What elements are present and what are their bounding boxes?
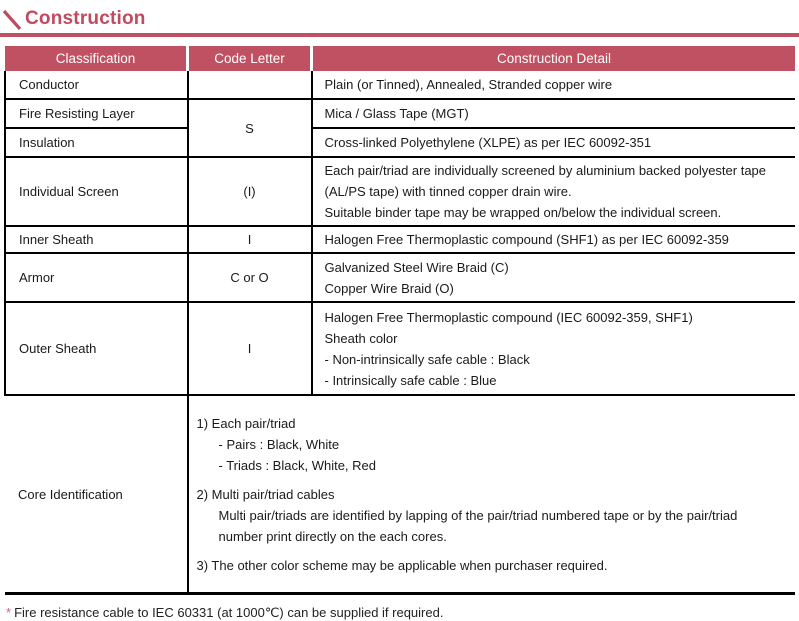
- table-row-conductor: [5, 71, 795, 99]
- code-letter-cell: [188, 71, 312, 99]
- header-code-letter: Code Letter: [188, 46, 312, 71]
- core-identification-detail-cell: [188, 395, 796, 594]
- table-row-individual-screen: [5, 157, 795, 226]
- construction-table: [4, 46, 795, 595]
- detail-line: Halogen Free Thermoplastic compound (SHF1) as per IEC 60092-359: [324, 232, 729, 247]
- header-classification: Classification: [5, 46, 188, 71]
- detail-line: Galvanized Steel Wire Braid (C): [324, 259, 509, 275]
- classification-cell: Core Identification: [5, 395, 188, 594]
- classification-cell: Inner Sheath: [5, 226, 188, 253]
- core-id-group-1: [197, 413, 786, 476]
- classification-cell: Outer Sheath: [5, 302, 188, 395]
- table-row-armor: [5, 253, 795, 302]
- core-id-item: 2) Multi pair/triad cables: [196, 486, 335, 502]
- core-id-group-3: [197, 555, 786, 576]
- footnote-text: Fire resistance cable to IEC 60331 (at 1000℃) can be supplied if required.: [14, 605, 444, 620]
- detail-cell: [312, 302, 796, 395]
- detail-cell: [312, 128, 796, 157]
- section-title-bar: [0, 0, 799, 30]
- classification-cell: Fire Resisting Layer: [5, 99, 188, 128]
- core-id-item: 1) Each pair/triad: [196, 415, 296, 431]
- core-id-item: 3) The other color scheme may be applicable when purchaser required.: [196, 557, 608, 573]
- table-header-row: [5, 46, 795, 71]
- core-id-item-body: Multi pair/triads are identified by lapping of the pair/triad numbered tape or by the pair/triad number print directly on the each cores.: [218, 507, 738, 544]
- detail-line: Copper Wire Braid (O): [324, 280, 454, 296]
- detail-line: Halogen Free Thermoplastic compound (IEC 60092-359, SHF1): [324, 309, 693, 325]
- table-row-outer-sheath: [5, 302, 795, 395]
- detail-line: - Non-intrinsically safe cable : Black: [324, 351, 530, 367]
- classification-cell: Individual Screen: [5, 157, 188, 226]
- detail-line: Suitable binder tape may be wrapped on/below the individual screen.: [324, 205, 722, 220]
- code-letter-cell: I: [188, 302, 312, 395]
- page-title: Construction: [25, 8, 146, 29]
- detail-line: Cross-linked Polyethylene (XLPE) as per IEC 60092-351: [324, 135, 652, 150]
- detail-cell: [312, 226, 796, 253]
- core-id-subitem: - Triads : Black, White, Red: [218, 457, 376, 473]
- detail-cell: [312, 99, 796, 128]
- code-letter-cell: I: [188, 226, 312, 253]
- footnote-asterisk: *: [6, 605, 12, 620]
- footnote: [6, 605, 799, 621]
- detail-line: Sheath color: [324, 330, 398, 346]
- detail-cell: [312, 253, 796, 302]
- table-row-insulation: [5, 128, 795, 157]
- detail-line: Mica / Glass Tape (MGT): [324, 106, 469, 121]
- diagonal-slash-icon: [2, 8, 22, 30]
- table-row-core-identification: [5, 395, 795, 594]
- code-letter-cell: (I): [188, 157, 312, 226]
- detail-cell: [312, 71, 796, 99]
- title-underline: [0, 33, 799, 37]
- core-id-subitem: - Pairs : Black, White: [218, 436, 340, 452]
- classification-cell: Insulation: [5, 128, 188, 157]
- header-construction-detail: Construction Detail: [312, 46, 796, 71]
- classification-cell: Armor: [5, 253, 188, 302]
- code-letter-cell: C or O: [188, 253, 312, 302]
- table-row-inner-sheath: [5, 226, 795, 253]
- table-row-fire-resisting-layer: [5, 99, 795, 128]
- classification-cell: Conductor: [5, 71, 188, 99]
- code-letter-cell: S: [188, 99, 312, 157]
- detail-line: Plain (or Tinned), Annealed, Stranded copper wire: [324, 77, 613, 92]
- detail-line: Each pair/triad are individually screened by aluminium backed polyester tape (AL/PS tape) with tinned copper drain wire.: [324, 163, 767, 199]
- core-id-group-2: [197, 484, 786, 547]
- detail-line: - Intrinsically safe cable : Blue: [324, 372, 497, 388]
- detail-cell: [312, 157, 796, 226]
